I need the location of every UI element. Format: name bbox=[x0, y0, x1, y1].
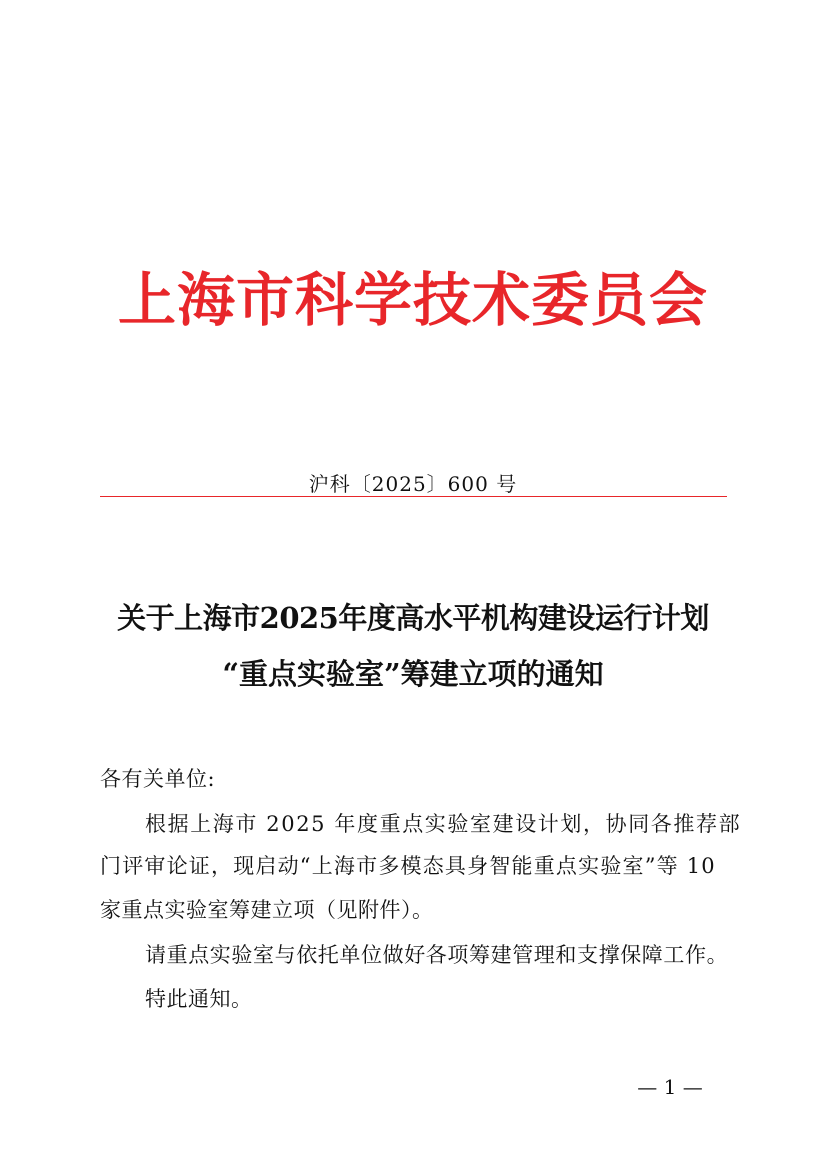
paragraph-1-line-1: 根据上海市 2025 年度重点实验室建设计划，协同各推荐部 bbox=[145, 812, 742, 836]
page-number: — 1 — bbox=[637, 1075, 703, 1099]
agency-header: 上海市科学技术委员会 bbox=[117, 266, 708, 334]
document-title-line-2: “重点实验室”筹建立项的通知 bbox=[222, 657, 604, 691]
paragraph-1-line-3: 家重点实验室筹建立项（见附件）。 bbox=[100, 898, 434, 922]
document-title-line-1: 关于上海市2025年度高水平机构建设运行计划 bbox=[117, 601, 709, 635]
paragraph-2: 请重点实验室与依托单位做好各项筹建管理和支撑保障工作。 bbox=[145, 943, 729, 967]
paragraph-1-line-2: 门评审论证，现启动“上海市多模态具身智能重点实验室”等 10 bbox=[100, 854, 716, 878]
closing-remark: 特此通知。 bbox=[145, 987, 253, 1011]
red-divider-line bbox=[100, 496, 727, 497]
document-number: 沪科〔2025〕600 号 bbox=[308, 472, 518, 496]
salutation: 各有关单位: bbox=[100, 767, 216, 791]
